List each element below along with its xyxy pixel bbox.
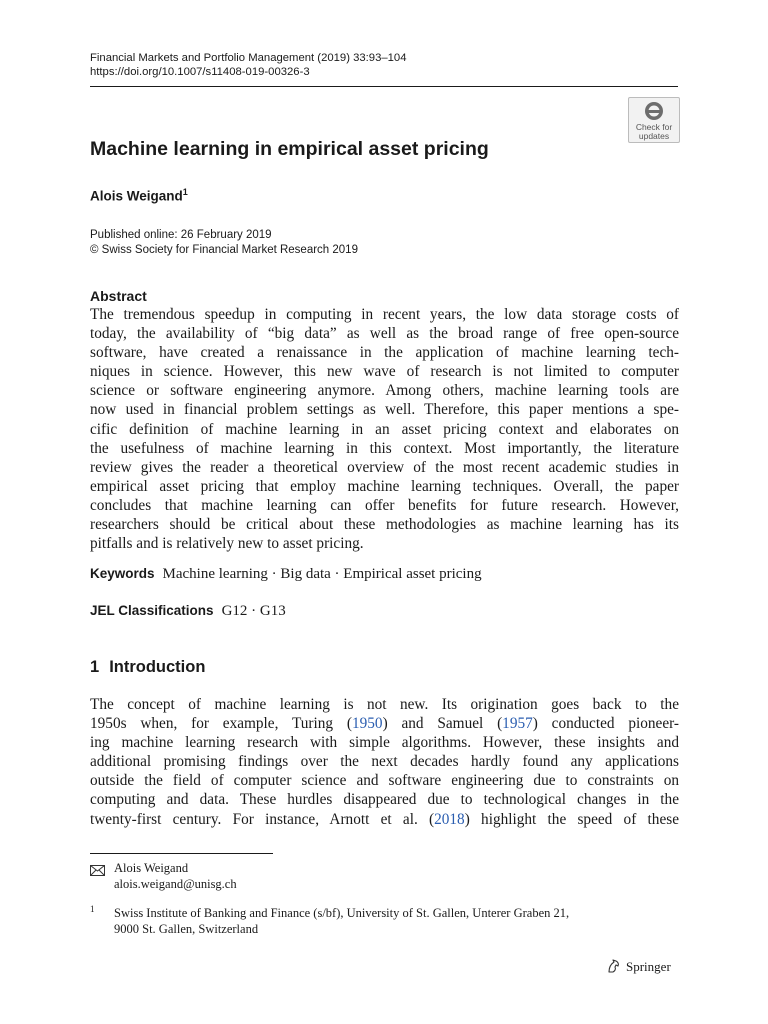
citation-link[interactable]: 1950 — [351, 715, 383, 733]
springer-horse-icon — [606, 958, 622, 974]
intro-line — [90, 810, 679, 829]
author-affil-mark: 1 — [182, 187, 188, 197]
jel-value: G12 · G13 — [221, 603, 286, 619]
intro-text: 1950s when, for example, Turing ( — [90, 715, 352, 733]
abstract-line: empirical asset pricing that employ machine learning techniques. Overall, the paper — [90, 477, 679, 495]
abstract-line: The tremendous speedup in computing in recent years, the low data storage costs of — [90, 306, 679, 323]
corresponding-author — [114, 861, 237, 892]
abstract-line: software, have created a renaissance in the application of machine learning tech- — [90, 344, 679, 362]
jel-label: JEL Classifications — [90, 603, 214, 618]
journal-citation: Financial Markets and Portfolio Management (2019) 33:93–104 — [90, 52, 407, 64]
abstract-line: now used in financial problem settings as well. Therefore, this paper mentions a spe- — [90, 401, 679, 419]
keywords-label: Keywords — [90, 566, 155, 581]
abstract-heading: Abstract — [90, 288, 147, 304]
footnote-rule — [90, 853, 273, 854]
intro-line: computing and data. These hurdles disappeared due to technological changes in the — [90, 791, 679, 809]
keywords-value: Machine learning · Big data · Empirical asset pricing — [162, 566, 482, 582]
abstract-line: pitfalls and is relatively new to asset pricing. — [90, 535, 364, 553]
citation-link[interactable]: 1957 — [502, 715, 533, 733]
intro-line: outside the field of computer science and software engineering due to constraints on — [90, 772, 679, 790]
abstract-line: niques in science. However, this new wave of research is not limited to computer — [90, 363, 679, 381]
publisher-name: Springer — [626, 959, 671, 974]
paper-title: Machine learning in empirical asset pricing — [90, 138, 489, 160]
abstract-line: today, the availability of “big data” as well as the broad range of free open-source — [90, 325, 679, 343]
intro-text: ) and Samuel ( — [382, 715, 503, 733]
footnote-name: Alois Weigand — [114, 861, 189, 875]
badge-line2: updates — [638, 130, 670, 141]
intro-body — [90, 695, 679, 829]
intro-text: twenty-first century. For instance, Arnott et al. ( — [90, 810, 435, 828]
abstract-line: concludes that machine learning can offer benefits for future research. However, — [90, 496, 679, 514]
section-title: Introduction — [109, 658, 206, 676]
author — [90, 187, 188, 204]
section-number: 1 — [90, 658, 100, 676]
check-for-updates-badge[interactable] — [628, 97, 680, 143]
publication-info — [90, 228, 358, 257]
journal-header — [90, 51, 407, 79]
citation-link[interactable]: 2018 — [434, 810, 465, 828]
abstract-line: cific definition of machine learning in an asset pricing context and elaborates on — [90, 420, 679, 438]
abstract-line: researchers should be critical about these methodologies as machine learning has its — [90, 516, 679, 534]
affiliation-line: Swiss Institute of Banking and Finance (s/bf), University of St. Gallen, Unterer Graben 21, — [114, 906, 570, 920]
abstract-line: science or software engineering anymore. Among others, machine learning tools are — [90, 382, 679, 400]
publisher-logo — [606, 958, 671, 975]
abstract-line: review gives the reader a theoretical overview of the most recent academic studies in — [90, 458, 679, 476]
intro-text: ) highlight the speed of these — [464, 810, 679, 828]
affiliation — [114, 905, 569, 937]
abstract-line: the usefulness of machine learning in this context. Most importantly, the literature — [90, 439, 679, 457]
badge-line1: Check for — [635, 122, 673, 132]
jel-classifications — [90, 603, 286, 620]
keywords — [90, 566, 482, 583]
check-updates-icon — [644, 101, 664, 121]
author-email[interactable]: alois.weigand@unisg.ch — [114, 876, 237, 891]
section-heading — [90, 658, 205, 677]
intro-text: ) conducted pioneer- — [532, 715, 680, 733]
author-name: Alois Weigand — [90, 188, 183, 204]
intro-line: additional promising findings over the next decades hardly found any applications — [90, 753, 679, 771]
abstract-body — [90, 305, 679, 553]
intro-line — [90, 714, 679, 733]
affiliation-line: 9000 St. Gallen, Switzerland — [114, 922, 259, 936]
envelope-icon — [90, 865, 105, 876]
header-rule — [90, 86, 678, 87]
doi-link[interactable]: https://doi.org/10.1007/s11408-019-00326-3 — [90, 66, 310, 78]
intro-line: The concept of machine learning is not new. Its origination goes back to the — [90, 696, 679, 713]
copyright: © Swiss Society for Financial Market Research 2019 — [90, 243, 358, 256]
affiliation-number: 1 — [90, 904, 95, 914]
published-date: Published online: 26 February 2019 — [90, 229, 272, 241]
intro-line: ing machine learning research with simple algorithms. However, these insights and — [90, 734, 679, 752]
